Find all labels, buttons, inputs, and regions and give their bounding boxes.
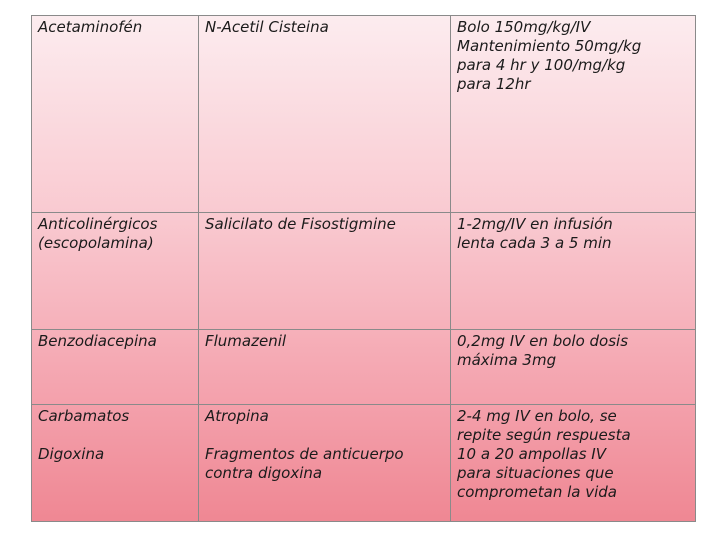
dose-cell [451, 213, 696, 330]
antidote-cell [199, 405, 451, 522]
dose-cell [451, 405, 696, 522]
table-row [32, 405, 696, 522]
antidote-table [31, 15, 696, 522]
cell-text: máxima 3mg [457, 351, 557, 369]
cell-text: Flumazenil [205, 332, 287, 350]
table-row [32, 330, 696, 405]
toxin-cell [32, 16, 199, 213]
cell-text: Benzodiacepina [38, 332, 157, 350]
cell-text: Carbamatos [38, 407, 130, 425]
cell-text: N-Acetil Cisteina [205, 18, 329, 36]
cell-text: contra digoxina [205, 464, 323, 482]
cell-text: Atropina [205, 407, 269, 425]
cell-text: 10 a 20 ampollas IV [457, 445, 606, 463]
cell-text: Anticolinérgicos [38, 215, 158, 233]
cell-text: Fragmentos de anticuerpo [205, 445, 404, 463]
cell-text: 1-2mg/IV en infusión [457, 215, 613, 233]
dose-cell [451, 16, 696, 213]
cell-text: 2-4 mg IV en bolo, se [457, 407, 617, 425]
cell-text: para situaciones que [457, 464, 614, 482]
cell-text: comprometan la vida [457, 483, 617, 501]
antidote-cell [199, 16, 451, 213]
cell-text: Salicilato de Fisostigmine [205, 215, 396, 233]
cell-text: (escopolamina) [38, 234, 154, 252]
cell-text: para 4 hr y 100/mg/kg [457, 56, 626, 74]
toxin-cell [32, 213, 199, 330]
toxin-cell [32, 330, 199, 405]
antidote-cell [199, 213, 451, 330]
cell-text: Bolo 150mg/kg/IV [457, 18, 591, 36]
cell-spacer [38, 426, 192, 445]
dose-cell [451, 330, 696, 405]
cell-text: lenta cada 3 a 5 min [457, 234, 612, 252]
table-row [32, 16, 696, 213]
cell-text: Mantenimiento 50mg/kg [457, 37, 642, 55]
cell-text: repite según respuesta [457, 426, 631, 444]
table-row [32, 213, 696, 330]
cell-text: para 12hr [457, 75, 531, 93]
cell-text: Acetaminofén [38, 18, 143, 36]
cell-text: 0,2mg IV en bolo dosis [457, 332, 629, 350]
cell-spacer [205, 426, 444, 445]
toxin-cell [32, 405, 199, 522]
antidote-cell [199, 330, 451, 405]
cell-text: Digoxina [38, 445, 105, 463]
